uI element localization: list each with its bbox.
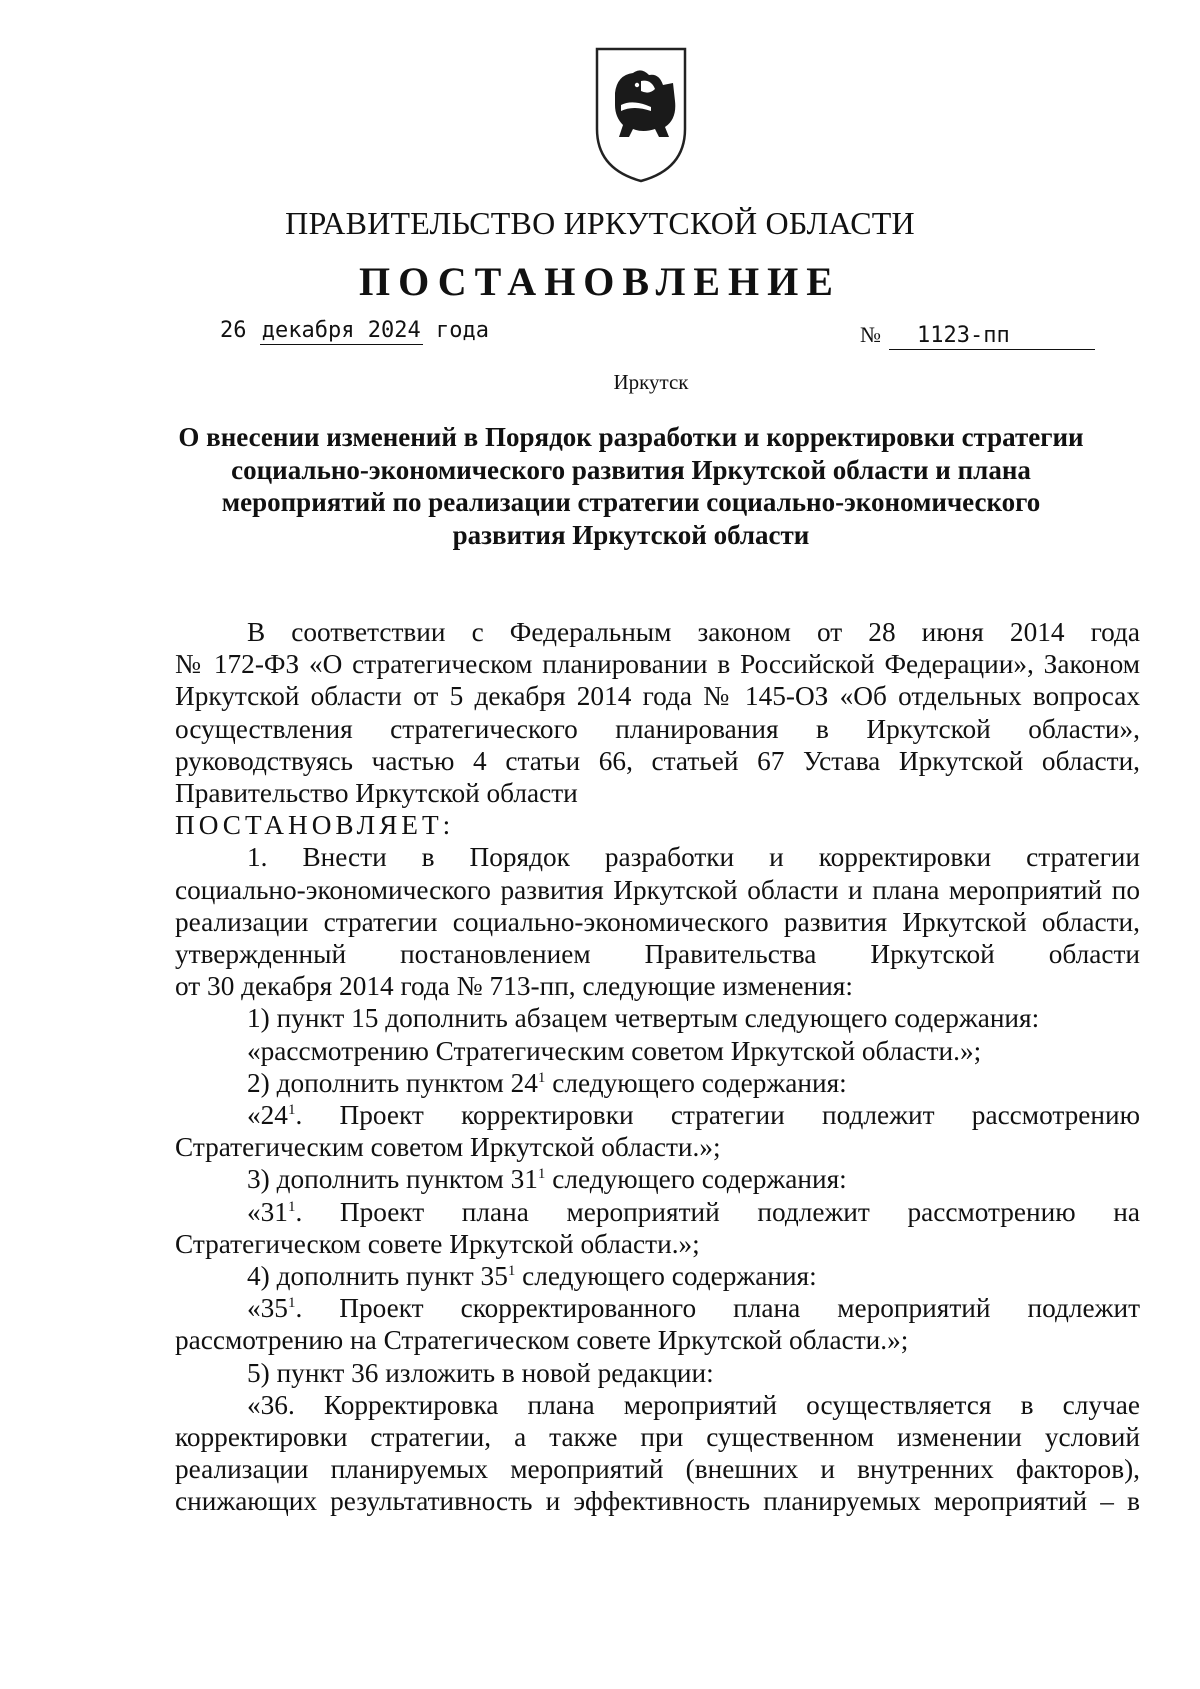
- change-3-text-line2: Стратегическом совете Иркутской области.»;: [175, 1228, 700, 1259]
- date-suffix: года: [435, 318, 489, 343]
- item1-line: 1. Внести в Порядок разработки и корректировки стратегии: [247, 842, 1140, 873]
- city: Иркутск: [613, 370, 689, 394]
- item1-line: от 30 декабря 2014 года № 713-пп, следующие изменения:: [175, 971, 853, 1002]
- change-1: 1) пункт 15 дополнить абзацем четвертым следующего содержания:: [247, 1003, 1040, 1034]
- change-3-text: «$31^1$. Проект плана мероприятий подлежит рассмотрению на: [247, 1196, 1140, 1227]
- document-body: [175, 616, 1140, 1518]
- change-4: 4) дополнить пункт $35^1$ следующего содержания:: [247, 1261, 817, 1292]
- change-1-text: «рассмотрению Стратегическим советом Иркутской области.»;: [247, 1035, 982, 1066]
- title-line: развития Иркутской области: [452, 519, 810, 550]
- preamble-line: В соответствии с Федеральным законом от 28 июня 2014 года: [247, 617, 1140, 647]
- item36-line: «36. Корректировка плана мероприятий осуществляется в случае: [247, 1389, 1140, 1420]
- change-2: 2) дополнить пунктом $24^1$ следующего содержания:: [247, 1067, 847, 1098]
- preamble-line: № 172-ФЗ «О стратегическом планировании в Российской Федерации», Законом: [175, 649, 1140, 680]
- item1-line: реализации стратегии социально-экономического развития Иркутской области,: [175, 906, 1140, 937]
- change-2-text-line2: Стратегическим советом Иркутской области.»;: [175, 1132, 721, 1163]
- organization-name: ПРАВИТЕЛЬСТВО ИРКУТСКОЙ ОБЛАСТИ: [285, 205, 915, 241]
- change-4-text-line2: рассмотрению на Стратегическом совете Иркутской области.»;: [175, 1325, 909, 1356]
- item36-line: реализации планируемых мероприятий (внешних и внутренних факторов),: [175, 1454, 1140, 1485]
- preamble-line: осуществления стратегического планирования в Иркутской области»,: [175, 713, 1140, 744]
- preamble-line: Правительство Иркутской области: [175, 778, 578, 809]
- coat-of-arms-emblem: [593, 45, 689, 185]
- document-type: ПОСТАНОВЛЕНИЕ: [359, 259, 841, 304]
- date-month-year: декабря 2024: [261, 318, 421, 343]
- preamble-line: Иркутской области от 5 декабря 2014 года № 145-ОЗ «Об отдельных вопросах: [175, 681, 1140, 712]
- change-3: 3) дополнить пунктом $31^1$ следующего содержания:: [247, 1164, 847, 1195]
- item36-line: снижающих результативность и эффективность планируемых мероприятий – в: [175, 1486, 1140, 1517]
- document-title: [170, 421, 1092, 551]
- title-line: О внесении изменений в Порядок разработки и корректировки стратегии: [178, 422, 1084, 452]
- document-date: [220, 318, 489, 345]
- item1-line: социально-экономического развития Иркутской области и плана мероприятий по: [175, 874, 1140, 905]
- change-2-text: «$24^1$. Проект корректировки стратегии подлежит рассмотрению: [247, 1100, 1140, 1131]
- title-line: социально-экономического развития Иркутской области и плана: [231, 454, 1031, 485]
- number-label: №: [860, 322, 881, 347]
- document-number: [860, 322, 1095, 350]
- number-value: 1123-пп: [889, 323, 1095, 350]
- date-day: 26: [220, 318, 247, 343]
- preamble-line: руководствуясь частью 4 статьи 66, статьей 67 Устава Иркутской области,: [175, 745, 1140, 776]
- title-line: мероприятий по реализации стратегии социально-экономического: [221, 487, 1041, 517]
- item36-line: корректировки стратегии, а также при существенном изменении условий: [175, 1422, 1140, 1453]
- decree-word: ПОСТАНОВЛЯЕТ:: [175, 810, 455, 841]
- item1-line: утвержденный постановлением Правительства Иркутской области: [175, 939, 1140, 970]
- change-5: 5) пункт 36 изложить в новой редакции:: [247, 1357, 714, 1388]
- change-4-text: «$35^1$. Проект скорректированного плана мероприятий подлежит: [247, 1293, 1140, 1324]
